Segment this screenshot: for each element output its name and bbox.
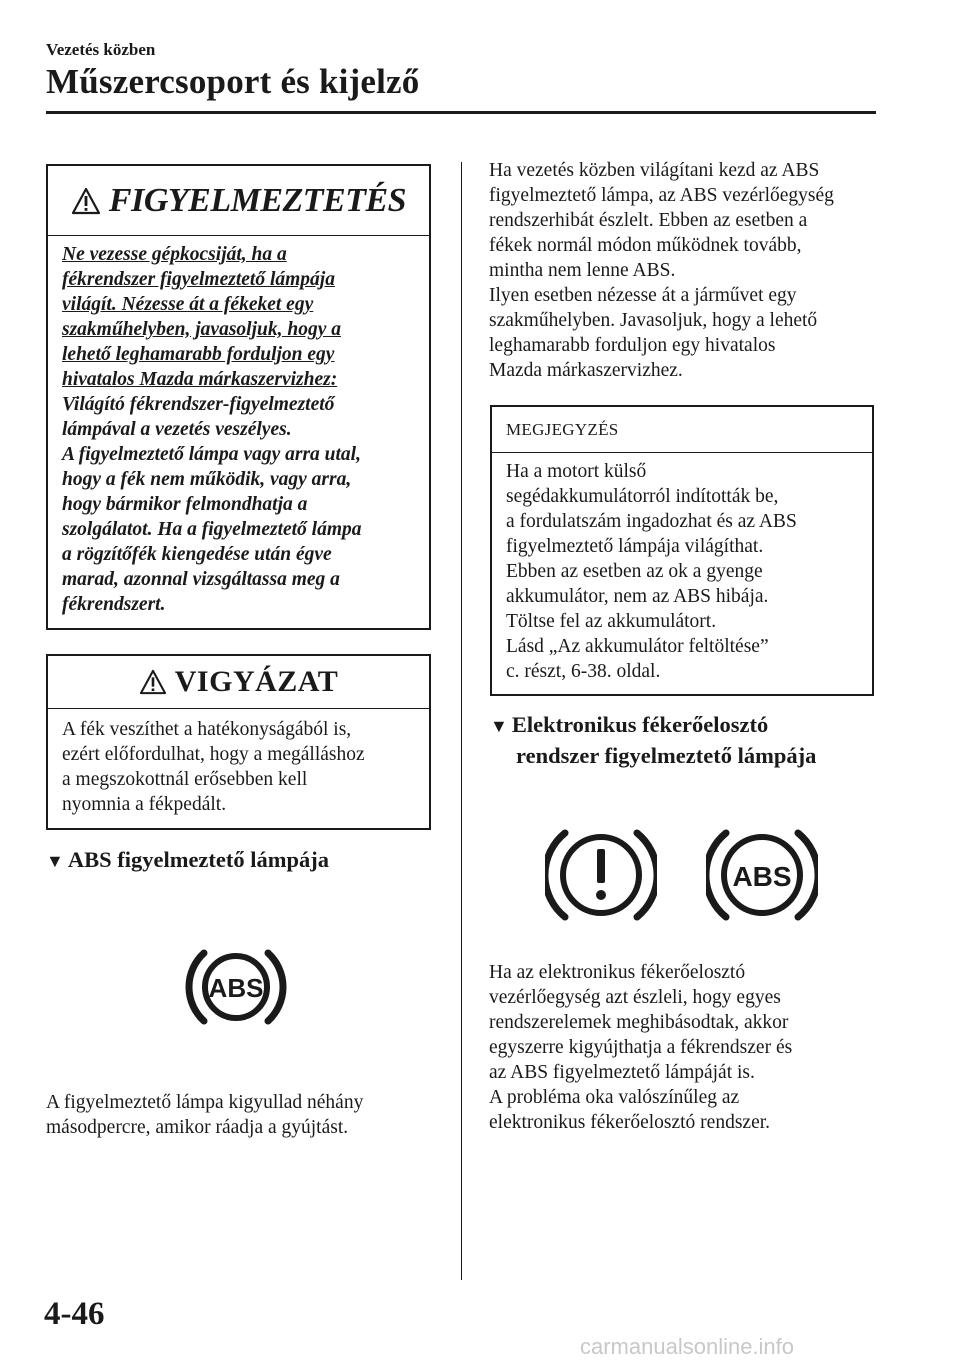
ebd-section-heading [490,710,816,770]
caution-line: ezért előfordulhat, hogy a megálláshoz [62,744,365,765]
right-text-line: Ha vezetés közben világítani kezd az ABS [489,160,820,181]
warning-triangle-icon [139,669,167,695]
note-line: Lásd „Az akkumulátor feltöltése” [506,636,769,657]
section-marker-icon: ▼ [490,716,508,736]
abs-heading-text: ABS figyelmeztető lámpája [67,847,330,872]
right-text-line: Mazda márkaszervizhez. [489,360,683,381]
note-line: a fordulatszám ingadozhat és az ABS [506,511,797,532]
warning-line: Világító fékrendszer-figyelmeztető [62,394,335,415]
note-line: Töltse fel az akkumulátort. [506,611,717,632]
note-line: akkumulátor, nem az ABS hibája. [506,586,769,607]
warning-line: fékrendszer figyelmeztető lámpája [62,269,335,290]
right-text-line: leghamarabb forduljon egy hivatalos [489,335,776,356]
ebd-desc-line: egyszerre kigyújthatja a fékrendszer és [489,1037,793,1058]
watermark: carmanualsonline.info [580,1334,795,1359]
warning-line: Ne vezesse gépkocsiját, ha a [62,244,287,265]
warning-line: szolgálatot. Ha a figyelmeztető lámpa [62,519,362,540]
ebd-desc-line: elektronikus fékerőelosztó rendszer. [489,1112,771,1133]
abs-desc-line: másodpercre, amikor ráadja a gyújtást. [46,1117,349,1138]
ebd-desc-line: vezérlőegység azt észleli, hogy egyes [489,987,781,1008]
warning-line: fékrendszert. [62,594,166,615]
right-text-line: szakműhelyben. Javasoljuk, hogy a lehető [489,310,818,331]
header-rule [46,111,876,114]
warning-triangle-icon [71,187,101,215]
right-text-line: figyelmeztető lámpa, az ABS vezérlőegység [489,185,834,206]
warning-header [48,166,429,236]
warning-line: hivatalos Mazda márkaszervizhez: [62,369,338,390]
abs-description [46,1090,363,1140]
warning-line: A figyelmeztető lámpa vagy arra utal, [62,444,361,465]
note-line: c. részt, 6-38. oldal. [506,661,661,682]
ebd-heading-row [490,710,816,741]
warning-line: szakműhelyben, javasoljuk, hogy a [62,319,341,340]
warning-box [46,164,431,630]
note-line: Ebben az esetben az ok a gyenge [506,561,763,582]
caution-line: nyomnia a fékpedált. [62,794,227,815]
caution-title: VIGYÁZAT [174,665,339,698]
right-text-line: fékek normál módon működnek tovább, [489,235,802,256]
abs-icon-label: ABS [732,861,792,892]
caution-header [48,656,429,709]
abs-desc-line: A figyelmeztető lámpa kigyullad néhány [46,1092,364,1113]
note-title: MEGJEGYZÉS [506,419,619,439]
warning-text [48,236,429,617]
page-number: 4-46 [44,1296,105,1332]
ebd-desc-line: A probléma oka valószínűleg az [489,1087,740,1108]
warning-line: lámpával a vezetés veszélyes. [62,419,292,440]
note-text [492,453,872,684]
warning-line: hogy a fék nem működik, vagy arra, [62,469,352,490]
caution-line: a megszokottnál erősebben kell [62,769,308,790]
ebd-desc-line: rendszerelemek meghibásodtak, akkor [489,1012,789,1033]
warning-line: marad, azonnal vizsgáltassa meg a [62,569,340,590]
abs-warning-lamp-icon [180,945,292,1029]
ebd-heading-line: rendszer figyelmeztető lámpája [516,743,817,768]
abs-section-heading [46,845,329,876]
section-label: Vezetés közben [46,40,156,59]
caution-line: A fék veszíthet a hatékonyságából is, [62,719,352,740]
note-box [490,405,874,696]
right-text-line: mintha nem lenne ABS. [489,260,676,281]
warning-line: hogy bármikor felmondhatja a [62,494,308,515]
abs-icon-label: ABS [208,973,264,1003]
caution-box [46,654,431,830]
warning-title: FIGYELMEZTETÉS [108,181,407,219]
warning-line: a rögzítőfék kiengedése után égve [62,544,332,565]
page-title: Műszercsoport és kijelző [46,62,420,101]
section-marker-icon: ▼ [46,851,64,871]
ebd-description [489,960,792,1135]
warning-line: lehető leghamarabb forduljon egy [62,344,335,365]
warning-line: világít. Nézesse át a fékeket egy [62,294,314,315]
abs-warning-lamp-icon [706,825,818,925]
ebd-heading-row [490,741,816,770]
note-line: segédakkumulátorról indították be, [506,486,779,507]
abs-malfunction-text [489,158,834,383]
note-line: Ha a motort külső [506,461,647,482]
note-line: figyelmeztető lámpája világíthat. [506,536,764,557]
brake-warning-lamp-icon [545,825,657,925]
note-header [492,407,872,453]
ebd-desc-line: Ha az elektronikus fékerőelosztó [489,962,746,983]
right-text-line: Ilyen esetben nézesse át a járművet egy [489,285,797,306]
caution-text [48,709,429,817]
ebd-desc-line: az ABS figyelmeztető lámpáját is. [489,1062,755,1083]
ebd-heading-line: Elektronikus fékerőelosztó [511,712,769,737]
column-divider [461,162,462,1280]
right-text-line: rendszerhibát észlelt. Ebben az esetben a [489,210,808,231]
